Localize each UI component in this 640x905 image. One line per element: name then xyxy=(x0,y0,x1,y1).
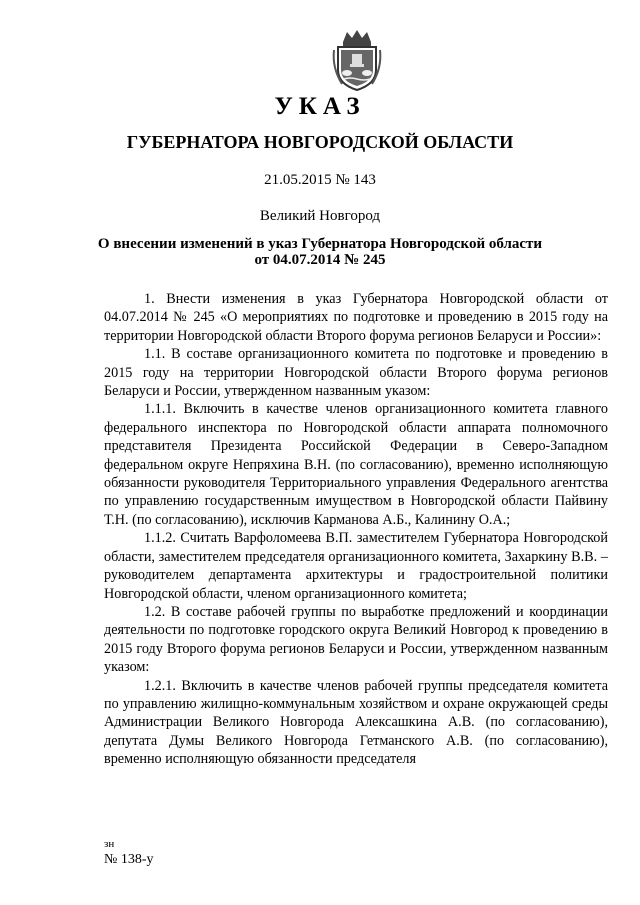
document-city: Великий Новгород xyxy=(259,208,381,224)
document-body xyxy=(104,290,608,769)
document-subtitle: ГУБЕРНАТОРА НОВГОРОДСКОЙ ОБЛАСТИ xyxy=(126,132,514,152)
paragraph: 1.1. В составе организационного комитета по подготовке и проведению в 2015 году на территории Новгородской области Второго форума регионов Беларуси и России, утвержденном названным указом: xyxy=(104,346,608,400)
paragraph: 1.2.1. Включить в качестве членов рабочей группы председателя комитета по управлению жилищно-коммунальным хозяйством и охране окружающей среды Администрации Великого Новгорода Алексашкина А.В. (по согласованию), депутата Думы Великого Новгорода Гетманского А.В. (по согласованию), временно исполняющую обязанности председателя xyxy=(104,677,608,768)
document-footer xyxy=(104,838,154,868)
paragraph: 1.1.1. Включить в качестве членов организационного комитета главного федерального инспектора по Новгородской области аппарата полномочного представителя Президента Российской Федерации в Северо-Западном федеральном округе Непряхина В.Н. (по согласованию), временно исполняющую обязанности руководителя Территориального управления Федерального агентства по управлению государственным имуществом в Новгородской области Пайвину Т.Н. (по согласованию), исключив Карманова А.Б., Калинину О.А.; xyxy=(104,401,608,528)
document-heading xyxy=(90,236,550,268)
paragraph: 1.2. В составе рабочей группы по выработке предложений и координации деятельности по подготовке городского округа Великий Новгород к проведению в 2015 году Второго форума регионов Беларуси и России, утвержденном названным указом: xyxy=(104,603,608,676)
document-date-number: 21.05.2015 № 143 xyxy=(264,172,376,188)
paragraph: 1. Внести изменения в указ Губернатора Новгородской области от 04.07.2014 № 245 «О мероприятиях по подготовке и проведению в 2015 году на территории Новгородской области Второго форума регионов Беларуси и России»: xyxy=(104,291,608,344)
heading-line: от 04.07.2014 № 245 xyxy=(254,252,386,268)
document-title: УКАЗ xyxy=(274,93,366,120)
heading-line: О внесении изменений в указ Губернатора Новгородской области xyxy=(97,236,543,252)
footer-initials: зн xyxy=(104,838,115,850)
paragraph: 1.1.2. Считать Варфоломеева В.П. заместителем Губернатора Новгородской области, заместителем председателя организационного комитета, Захаркину В.В. – руководителем департамента архитектуры и градостроительной политики Новгородской области, членом организационного комитета; xyxy=(104,530,608,602)
coat-of-arms-icon xyxy=(330,28,384,92)
footer-reference: № 138-у xyxy=(104,852,154,867)
